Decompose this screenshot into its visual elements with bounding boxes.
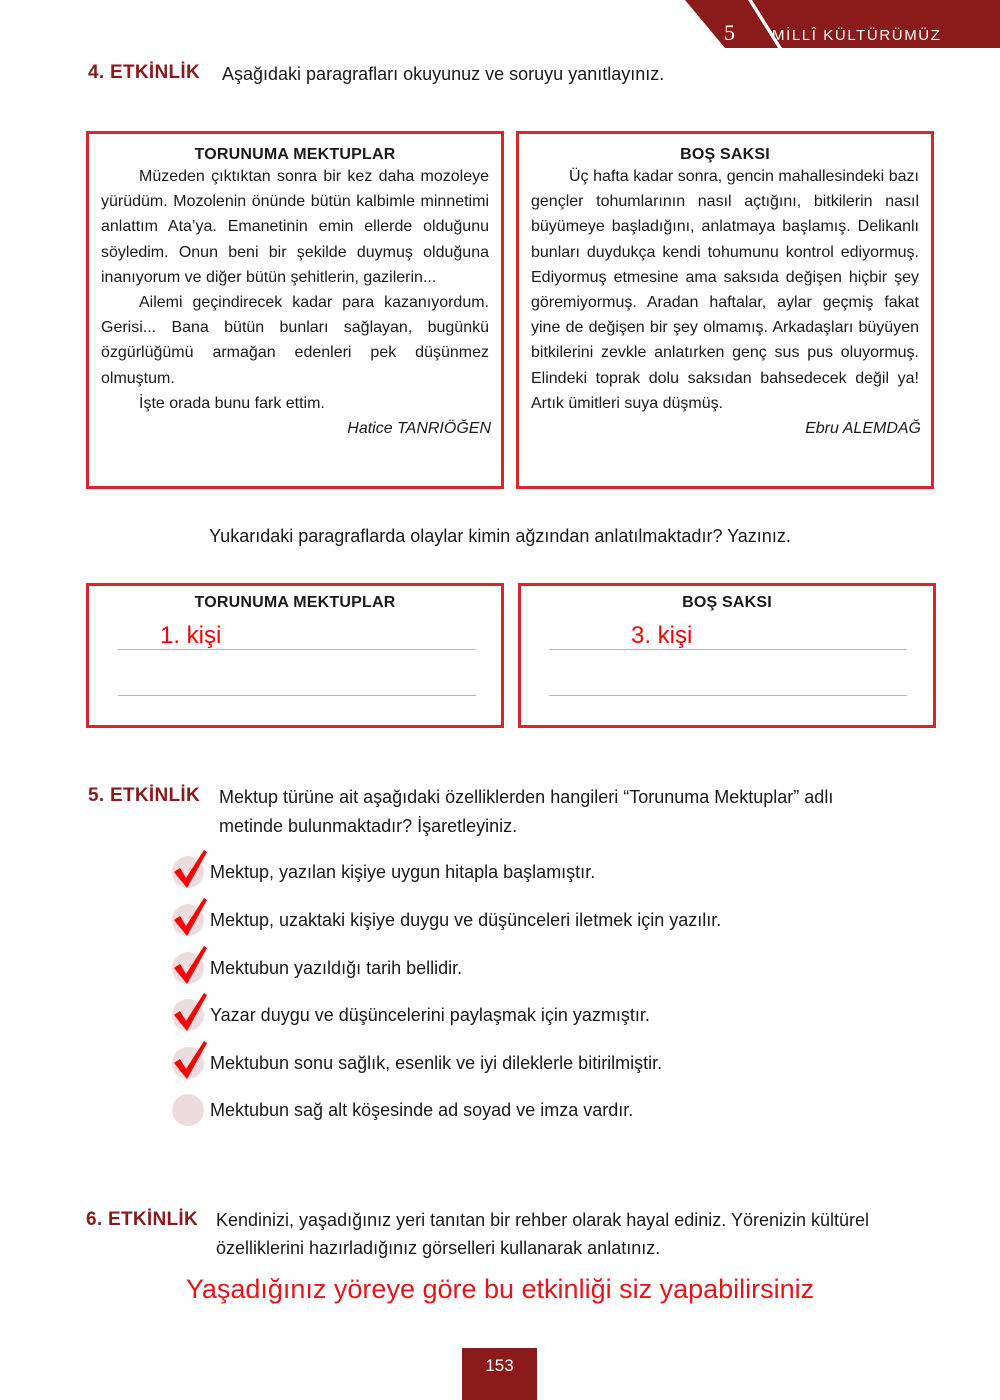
option-text: Mektubun sağ alt köşesinde ad soyad ve imza vardır. xyxy=(210,1099,634,1120)
paragraph: Üç hafta kadar sonra, gencin mahallesindeki bazı gençler tohumlarının nasıl açtığını, bitkilerin nasıl büyümeye başladığını, anlatmaya başlamış. Delikanlı bunları duydukça kendi tohumunu kontrol ediyormuş. Ediyormuş etmesine ama saksıda değişen hiçbir şey göremiyormuş. Aradan haftalar, aylar geçmiş fakat yine de değişen bir şey olmamış. Arkadaşları büyüyen bitkilerini zevkle anlatırken genç sus pus oluyormuş. Elindeki toprak dolu saksıdan bahsedecek değil ya! Artık ümitleri suya düşmüş. xyxy=(531,168,919,412)
answer-line-4[interactable] xyxy=(549,695,907,696)
handwritten-note: Yaşadığınız yöreye göre bu etkinliği siz yapabilirsiniz xyxy=(185,1274,815,1304)
activity-6-instruction-line1: Kendinizi, yaşadığınız yeri tanıtan bir rehber olarak hayal ediniz. Yörenizin kültürel xyxy=(216,1210,870,1230)
checkbox-circle[interactable] xyxy=(172,1094,204,1126)
activity-4-instruction: Aşağıdaki paragrafları okuyunuz ve soruyu yanıtlayınız. xyxy=(222,64,665,84)
checklist-option[interactable] xyxy=(172,951,462,985)
check-mark-icon xyxy=(172,896,208,936)
activity-4-label: 4. ETKİNLİK xyxy=(88,62,201,83)
chapter-title: MİLLÎ KÜLTÜRÜMÜZ xyxy=(772,27,942,44)
activity-5-label: 5. ETKİNLİK xyxy=(88,785,201,806)
page-number: 153 xyxy=(462,1348,537,1400)
chapter-number: 5 xyxy=(724,20,735,45)
checklist-option[interactable] xyxy=(172,1046,662,1080)
text-title: BOŞ SAKSI xyxy=(680,146,770,163)
answer-line-3[interactable] xyxy=(549,649,907,650)
text-box-bos-saksi xyxy=(516,131,934,489)
option-text: Mektup, yazılan kişiye uygun hitapla başlamıştır. xyxy=(210,861,596,882)
activity-6-instruction-line2: özelliklerini hazırladığınız görselleri kullanarak anlatınız. xyxy=(216,1238,661,1258)
author: Ebru ALEMDAĞ xyxy=(805,420,921,438)
paragraph: Müzeden çıktıktan sonra bir kez daha mozoleye yürüdüm. Mozolenin önünde bütün kalbimle minnetimi anlattım Ata’ya. Emanetinin emin ellerde olduğunu söyledim. Onun beni bir şekilde duymuş olduğuna inanıyorum ve diğer bütün şehitlerin, gazilerin... xyxy=(101,168,489,286)
handwritten-answer-1: 1. kişi xyxy=(160,622,222,649)
text-body xyxy=(89,164,501,416)
checkbox-circle[interactable] xyxy=(172,999,204,1031)
activity-5-instruction-line1: Mektup türüne ait aşağıdaki özelliklerden hangileri “Torunuma Mektuplar” adlı xyxy=(219,787,834,807)
text-box-torunuma-mektuplar xyxy=(86,131,504,489)
activity-5-instruction-line2: metinde bulunmaktadır? İşaretleyiniz. xyxy=(219,816,518,836)
answer-box-title: TORUNUMA MEKTUPLAR xyxy=(194,594,396,611)
paragraph: İşte orada bunu fark ettim. xyxy=(139,394,325,412)
option-text: Mektup, uzaktaki kişiye duygu ve düşünceleri iletmek için yazılır. xyxy=(210,909,722,930)
check-mark-icon xyxy=(172,1039,208,1079)
checkbox-circle[interactable] xyxy=(172,856,204,888)
option-text: Yazar duygu ve düşüncelerini paylaşmak için yazmıştır. xyxy=(210,1004,650,1025)
activity-6-label: 6. ETKİNLİK xyxy=(86,1209,199,1230)
text-body xyxy=(519,164,931,416)
activity-4-question: Yukarıdaki paragraflarda olaylar kimin ağzından anlatılmaktadır? Yazınız. xyxy=(209,526,791,546)
check-mark-icon xyxy=(172,848,208,888)
handwritten-answer-2: 3. kişi xyxy=(631,622,693,649)
check-mark-icon xyxy=(172,991,208,1031)
option-text: Mektubun yazıldığı tarih bellidir. xyxy=(210,957,463,978)
checklist-option[interactable] xyxy=(172,998,650,1032)
checkbox-circle[interactable] xyxy=(172,1047,204,1079)
paragraph: Ailemi geçindirecek kadar para kazanıyordum. Gerisi... Bana bütün bunları sağlayan, bugünkü özgürlüğümü armağan edenleri pek düşünmez olmuştum. xyxy=(101,294,489,387)
answer-line-2[interactable] xyxy=(118,695,476,696)
option-text: Mektubun sonu sağlık, esenlik ve iyi dileklerle bitirilmiştir. xyxy=(210,1052,663,1073)
check-mark-icon xyxy=(172,944,208,984)
checklist-option[interactable] xyxy=(172,1093,633,1127)
checklist-option[interactable] xyxy=(172,855,595,889)
answer-box-title: BOŞ SAKSI xyxy=(682,594,772,611)
answer-box-bos-saksi xyxy=(518,583,936,728)
author: Hatice TANRIÖĞEN xyxy=(347,420,491,438)
checkbox-circle[interactable] xyxy=(172,904,204,936)
checklist-option[interactable] xyxy=(172,903,721,937)
checkbox-circle[interactable] xyxy=(172,952,204,984)
answer-box-torunuma-mektuplar xyxy=(86,583,504,728)
text-title: TORUNUMA MEKTUPLAR xyxy=(194,146,396,163)
